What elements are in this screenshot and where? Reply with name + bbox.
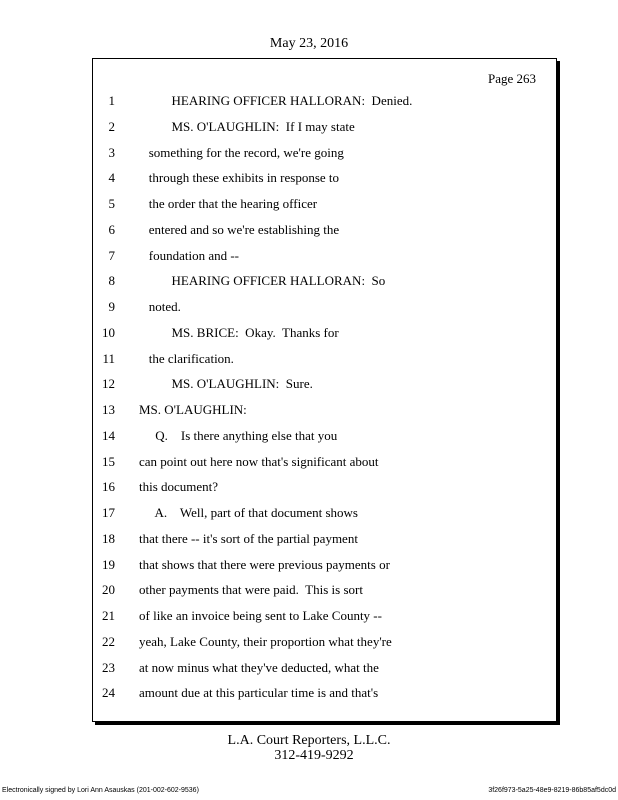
line-number: 18 bbox=[102, 530, 115, 546]
line-number: 10 bbox=[102, 324, 115, 340]
transcript-line bbox=[93, 376, 553, 396]
line-number: 24 bbox=[102, 685, 115, 701]
line-text: that there -- it's sort of the partial payment bbox=[139, 530, 358, 546]
line-text: HEARING OFFICER HALLORAN: Denied. bbox=[139, 93, 413, 108]
line-text: the clarification. bbox=[139, 350, 234, 366]
line-text: MS. O'LAUGHLIN: If I may state bbox=[139, 118, 355, 134]
footer-phone: 312-419-9292 bbox=[274, 748, 354, 763]
line-number: 19 bbox=[102, 556, 115, 572]
transcript-line bbox=[93, 479, 553, 499]
transcript-line bbox=[93, 505, 553, 525]
signature-left: Electronically signed by Lori Ann Asauskas (201-002-602-9536) bbox=[2, 787, 199, 794]
line-text: HEARING OFFICER HALLORAN: So bbox=[139, 273, 386, 289]
transcript-line bbox=[93, 93, 553, 113]
line-text: Q. Is there anything else that you bbox=[139, 427, 338, 443]
transcript-line bbox=[93, 145, 553, 165]
line-text: that shows that there were previous payments or bbox=[139, 556, 390, 572]
transcript-line bbox=[93, 454, 553, 474]
footer-company: L.A. Court Reporters, L.L.C. bbox=[227, 733, 391, 748]
line-number: 21 bbox=[102, 608, 115, 623]
line-text: A. Well, part of that document shows bbox=[139, 505, 358, 520]
transcript-line bbox=[93, 608, 553, 628]
line-number: 14 bbox=[102, 427, 115, 443]
line-number: 16 bbox=[102, 479, 115, 495]
transcript-line bbox=[93, 428, 553, 448]
header-date: May 23, 2016 bbox=[269, 36, 349, 51]
transcript-line bbox=[93, 222, 553, 242]
transcript-line bbox=[93, 685, 553, 705]
line-text: MS. O'LAUGHLIN: Sure. bbox=[139, 376, 313, 392]
line-text: entered and so we're establishing the bbox=[139, 221, 340, 237]
line-number: 15 bbox=[102, 453, 115, 469]
line-text: foundation and -- bbox=[139, 247, 240, 263]
transcript-line bbox=[93, 557, 553, 577]
transcript-line bbox=[93, 351, 553, 371]
line-number: 3 bbox=[108, 144, 115, 160]
line-number: 17 bbox=[102, 505, 115, 520]
line-text: through these exhibits in response to bbox=[139, 170, 340, 186]
page-number: Page 263 bbox=[487, 71, 536, 86]
line-text: MS. BRICE: Okay. Thanks for bbox=[139, 324, 339, 340]
line-text: amount due at this particular time is and that's bbox=[139, 685, 379, 701]
line-number: 5 bbox=[108, 196, 115, 211]
line-number: 13 bbox=[102, 402, 115, 417]
line-text: something for the record, we're going bbox=[139, 144, 344, 160]
transcript-line bbox=[93, 325, 553, 345]
transcript-line bbox=[93, 170, 553, 190]
line-text: can point out here now that's significant about bbox=[139, 453, 379, 469]
line-number: 23 bbox=[102, 659, 115, 675]
transcript-line bbox=[93, 634, 553, 654]
line-text: at now minus what they've deducted, what the bbox=[139, 659, 379, 675]
line-number: 20 bbox=[102, 582, 115, 598]
transcript-page bbox=[92, 58, 557, 722]
transcript-line bbox=[93, 531, 553, 551]
line-number: 6 bbox=[108, 221, 115, 237]
line-text: of like an invoice being sent to Lake County -- bbox=[139, 608, 382, 623]
line-number: 11 bbox=[102, 350, 115, 366]
line-number: 12 bbox=[102, 376, 115, 392]
line-number: 22 bbox=[102, 633, 115, 649]
line-number: 4 bbox=[108, 170, 115, 186]
transcript-line bbox=[93, 660, 553, 680]
line-text: noted. bbox=[139, 299, 181, 314]
transcript-line bbox=[93, 582, 553, 602]
line-number: 7 bbox=[108, 247, 115, 263]
line-text: yeah, Lake County, their proportion what they're bbox=[139, 633, 392, 649]
transcript-line bbox=[93, 119, 553, 139]
transcript-line bbox=[93, 248, 553, 268]
line-text: the order that the hearing officer bbox=[139, 196, 318, 211]
transcript-line bbox=[93, 273, 553, 293]
line-text: MS. O'LAUGHLIN: bbox=[139, 402, 247, 417]
line-text: other payments that were paid. This is sort bbox=[139, 582, 363, 598]
line-number: 2 bbox=[108, 118, 115, 134]
transcript-line bbox=[93, 299, 553, 319]
signature-right: 3f26f973-5a25-48e9-8219-86b85af5dc0d bbox=[488, 787, 616, 794]
transcript-line bbox=[93, 196, 553, 216]
line-number: 8 bbox=[108, 273, 115, 289]
line-text: this document? bbox=[139, 479, 219, 495]
line-number: 1 bbox=[108, 93, 115, 108]
line-number: 9 bbox=[108, 299, 115, 314]
transcript-line bbox=[93, 402, 553, 422]
